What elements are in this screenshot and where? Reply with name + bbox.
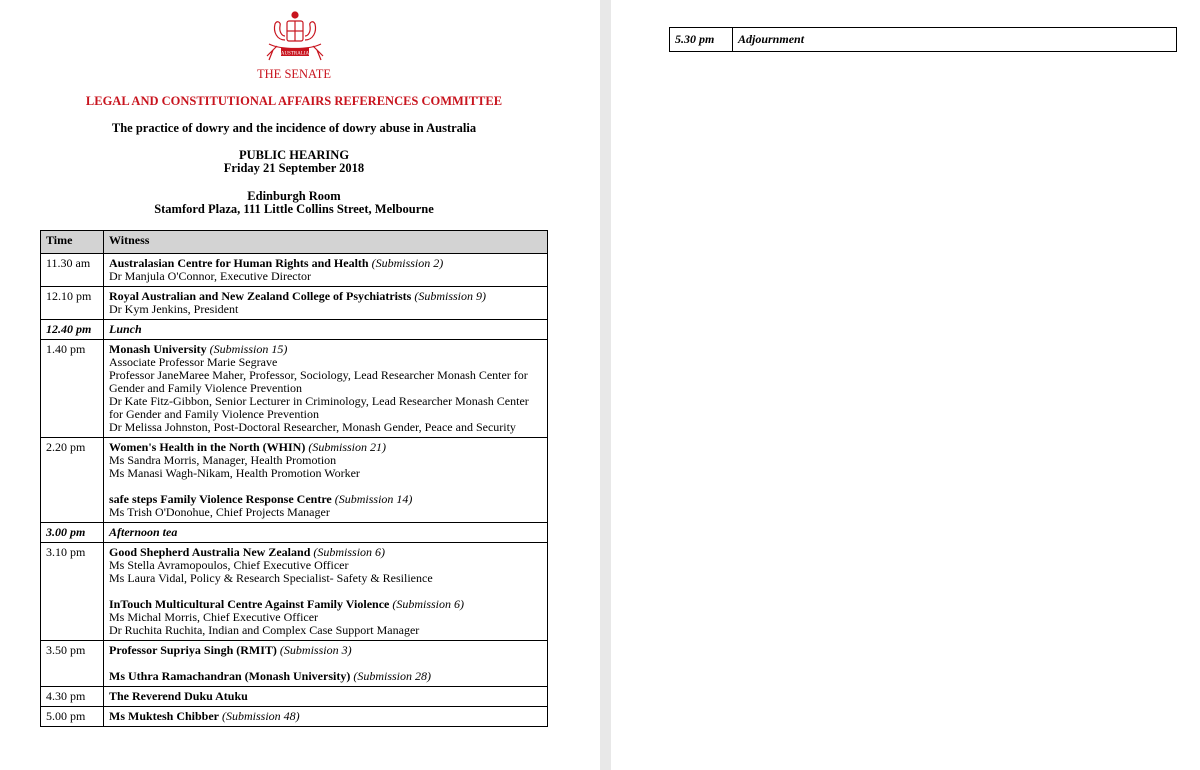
venue-address: Stamford Plaza, 111 Little Collins Street, Melbourne [154, 202, 434, 216]
adjournment-table [669, 27, 1177, 52]
witness-cell [104, 254, 548, 287]
table-row [41, 287, 548, 320]
chamber-title: THE SENATE [257, 67, 331, 81]
table-row [41, 438, 548, 523]
submission-number: (Submission 21) [308, 440, 387, 454]
witness-person: Ms Manasi Wagh-Nikam, Health Promotion Worker [109, 466, 360, 480]
witness-person: Ms Laura Vidal, Policy & Research Specialist- Safety & Resilience [109, 571, 433, 585]
organisation-name: Ms Muktesh Chibber [109, 709, 220, 723]
witness-cell [104, 641, 548, 687]
time-cell: 2.20 pm [41, 438, 104, 523]
submission-number: (Submission 6) [392, 597, 465, 611]
witness-organisation [109, 670, 542, 683]
inquiry-title: The practice of dowry and the incidence of dowry abuse in Australia [111, 121, 477, 135]
submission-number: (Submission 15) [209, 342, 288, 356]
witness-cell [104, 707, 548, 727]
time-cell: 5.00 pm [41, 707, 104, 727]
organisation-name: Australasian Centre for Human Rights and Health [109, 256, 369, 270]
submission-number: (Submission 48) [222, 709, 300, 723]
adjournment-label: Adjournment [733, 28, 1177, 52]
hearing-program-table [40, 230, 548, 727]
organisation-name: Good Shepherd Australia New Zealand [109, 545, 311, 559]
organisation-name: Women's Health in the North (WHIN) [109, 440, 306, 454]
adjournment-time: 5.30 pm [670, 28, 733, 52]
witness-cell [104, 543, 548, 641]
submission-number: (Submission 3) [279, 643, 352, 657]
table-row [41, 254, 548, 287]
witness-person: Dr Kate Fitz-Gibbon, Senior Lecturer in Criminology, Lead Researcher Monash Center for Gender and Family Violence Prevention [109, 394, 529, 421]
witness-organisation [109, 644, 542, 657]
witness-cell [104, 438, 548, 523]
witness-person: Professor JaneMaree Maher, Professor, Sociology, Lead Researcher Monash Center for Gender and Family Violence Prevention [109, 368, 528, 395]
organisation-name: safe steps Family Violence Response Centre [109, 492, 332, 506]
committee-title: LEGAL AND CONSTITUTIONAL AFFAIRS REFERENCES COMMITTEE [85, 94, 503, 108]
witness-person: Associate Professor Marie Segrave [109, 355, 278, 369]
organisation-name: Professor Supriya Singh (RMIT) [109, 643, 277, 657]
time-cell: 11.30 am [41, 254, 104, 287]
witness-cell [104, 687, 548, 707]
witness-person: Dr Ruchita Ruchita, Indian and Complex Case Support Manager [109, 623, 420, 637]
table-row [41, 707, 548, 727]
witness-person: Ms Michal Morris, Chief Executive Officer [109, 610, 319, 624]
table-row [41, 641, 548, 687]
time-cell: 12.40 pm [41, 320, 104, 340]
document-page-2 [611, 0, 1200, 770]
time-cell: 4.30 pm [41, 687, 104, 707]
table-row [41, 523, 548, 543]
witness-person: Ms Sandra Morris, Manager, Health Promotion [109, 453, 337, 467]
witness-person: Ms Stella Avramopoulos, Chief Executive Officer [109, 558, 349, 572]
witness-person: Dr Kym Jenkins, President [109, 302, 239, 316]
witness-person: Dr Melissa Johnston, Post-Doctoral Researcher, Monash Gender, Peace and Security [109, 420, 516, 434]
submission-number: (Submission 9) [414, 289, 487, 303]
witness-organisation [109, 710, 542, 723]
organisation-name: Monash University [109, 342, 207, 356]
time-cell: 3.00 pm [41, 523, 104, 543]
submission-number: (Submission 28) [353, 669, 432, 683]
table-row [41, 543, 548, 641]
table-header-row [41, 231, 548, 254]
time-cell: 3.10 pm [41, 543, 104, 641]
table-row [41, 687, 548, 707]
event-title: PUBLIC HEARING [238, 148, 350, 162]
submission-number: (Submission 14) [334, 492, 413, 506]
table-row [41, 320, 548, 340]
table-row [41, 340, 548, 438]
room-name: Edinburgh Room [247, 189, 341, 203]
seal-text: AUSTRALIA [280, 51, 310, 57]
time-cell: 3.50 pm [41, 641, 104, 687]
submission-number: (Submission 6) [313, 545, 386, 559]
witness-cell [104, 340, 548, 438]
witness-cell [104, 287, 548, 320]
witness-cell: Lunch [104, 320, 548, 340]
witness-column-header: Witness [104, 231, 548, 254]
time-cell: 1.40 pm [41, 340, 104, 438]
witness-person: Dr Manjula O'Connor, Executive Director [109, 269, 311, 283]
organisation-name: Royal Australian and New Zealand College of Psychiatrists [109, 289, 412, 303]
time-cell: 12.10 pm [41, 287, 104, 320]
witness-person: Ms Trish O'Donohue, Chief Projects Manager [109, 505, 330, 519]
organisation-name: InTouch Multicultural Centre Against Family Violence [109, 597, 390, 611]
submission-number: (Submission 2) [371, 256, 444, 270]
event-date: Friday 21 September 2018 [223, 161, 365, 175]
witness-organisation [109, 690, 542, 703]
organisation-name: Ms Uthra Ramachandran (Monash University) [109, 669, 351, 683]
time-column-header: Time [41, 231, 104, 254]
table-body [41, 254, 548, 727]
coat-of-arms-icon [261, 10, 329, 66]
organisation-name: The Reverend Duku Atuku [109, 689, 248, 703]
witness-cell: Afternoon tea [104, 523, 548, 543]
table-row [670, 28, 1177, 52]
